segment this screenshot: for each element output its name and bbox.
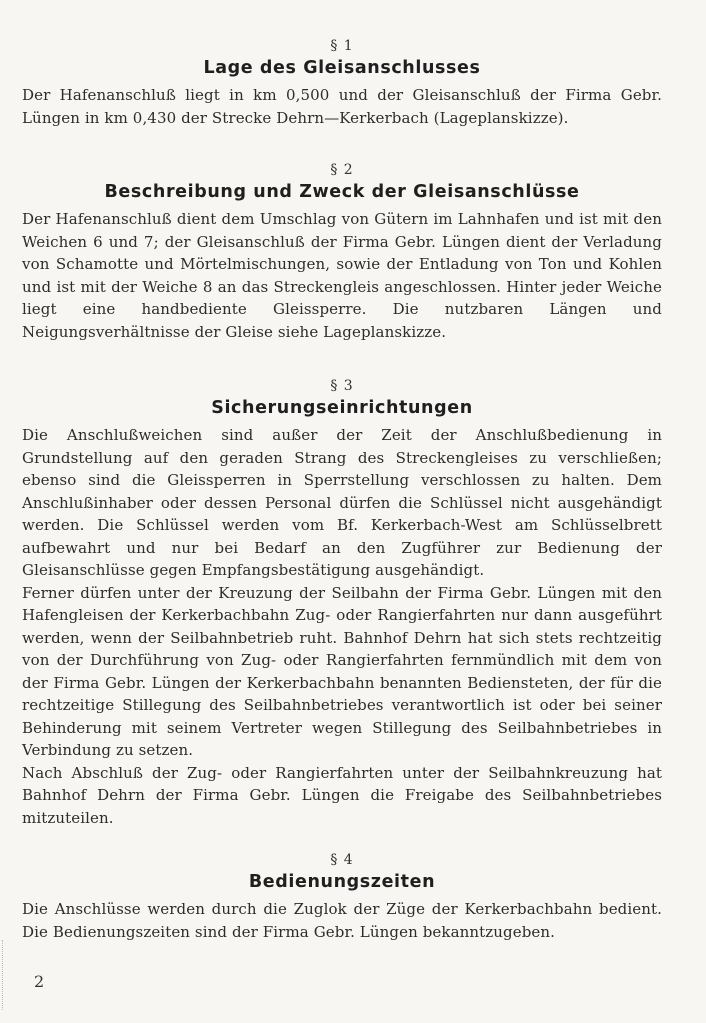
- section-number: § 4: [330, 852, 354, 868]
- page-number: 2: [34, 972, 45, 991]
- section-body: [22, 898, 662, 943]
- section-4: [22, 852, 662, 943]
- paragraph: Der Hafenanschluß dient dem Umschlag von Gütern im Lahnhafen und ist mit den Weichen 6 und 7; der Gleisanschluß der Firma Gebr. Lüngen dient der Verladung von Schamotte und Mörtelmischungen, sowie der Entladung von Ton und Kohlen und ist mit der Weiche 8 an das Streckengleis angeschlossen. Hinter jeder Weiche liegt eine handbediente Gleissperre. Die nutzbaren Längen und Neigungsverhältnisse der Gleise siehe Lageplanskizze.: [22, 210, 662, 341]
- section-number: § 1: [330, 38, 354, 54]
- section-body: [22, 208, 662, 343]
- paragraph: Nach Abschluß der Zug- oder Rangierfahrten unter der Seilbahnkreuzung hat Bahnhof Dehrn der Firma Gebr. Lüngen die Freigabe des Seilbahnbetriebes mitzuteilen.: [22, 763, 662, 827]
- section-title: Sicherungseinrichtungen: [211, 398, 473, 418]
- section-body: [22, 84, 662, 129]
- paragraph: Die Anschlüsse werden durch die Zuglok der Züge der Kerkerbachbahn bedient. Die Bedienungszeiten sind der Firma Gebr. Lüngen bekanntzugeben.: [22, 900, 662, 941]
- paragraph: Der Hafenanschluß liegt in km 0,500 und der Gleisanschluß der Firma Gebr. Lüngen in km 0,430 der Strecke Dehrn—Kerkerbach (Lageplanskizze).: [22, 86, 662, 127]
- page-edge-mark: [2, 940, 5, 1010]
- section-2: [22, 162, 662, 343]
- section-number: § 3: [330, 378, 354, 394]
- section-3: [22, 378, 662, 829]
- section-title: Bedienungszeiten: [248, 872, 436, 892]
- section-1: [22, 38, 662, 129]
- paragraph: Ferner dürfen unter der Kreuzung der Seilbahn der Firma Gebr. Lüngen mit den Hafengleisen der Kerkerbachbahn Zug- oder Rangierfahrten nur dann ausgeführt werden, wenn der Seilbahnbetrieb ruht. Bahnhof Dehrn hat sich stets rechtzeitig von der Durchführung von Zug- oder Rangierfahrten fernmündlich mit dem von der Firma Gebr. Lüngen der Kerkerbachbahn benannten Bediensteten, der für die rechtzeitige Stillegung des Seilbahnbetriebes verantwortlich ist oder bei seiner Behinderung mit seinem Vertreter wegen Stillegung des Seilbahnbetriebes in Verbindung zu setzen.: [22, 583, 662, 759]
- section-body: [22, 424, 662, 829]
- section-number: § 2: [330, 162, 354, 178]
- section-title: Beschreibung und Zweck der Gleisanschlüsse: [104, 182, 580, 202]
- paragraph: Die Anschlußweichen sind außer der Zeit der Anschlußbedienung in Grundstellung auf den geraden Strang des Streckengleises zu verschließen; ebenso sind die Gleissperren in Sperrstellung verschlossen zu halten. Dem Anschlußinhaber oder dessen Personal dürfen die Schlüssel nicht ausgehändigt werden. Die Schlüssel werden vom Bf. Kerkerbach-West am Schlüsselbrett aufbewahrt und nur bei Bedarf an den Zugführer zur Bedienung der Gleisanschlüsse gegen Empfangsbestätigung ausgehändigt.: [22, 426, 662, 579]
- section-title: Lage des Gleisanschlusses: [203, 58, 481, 78]
